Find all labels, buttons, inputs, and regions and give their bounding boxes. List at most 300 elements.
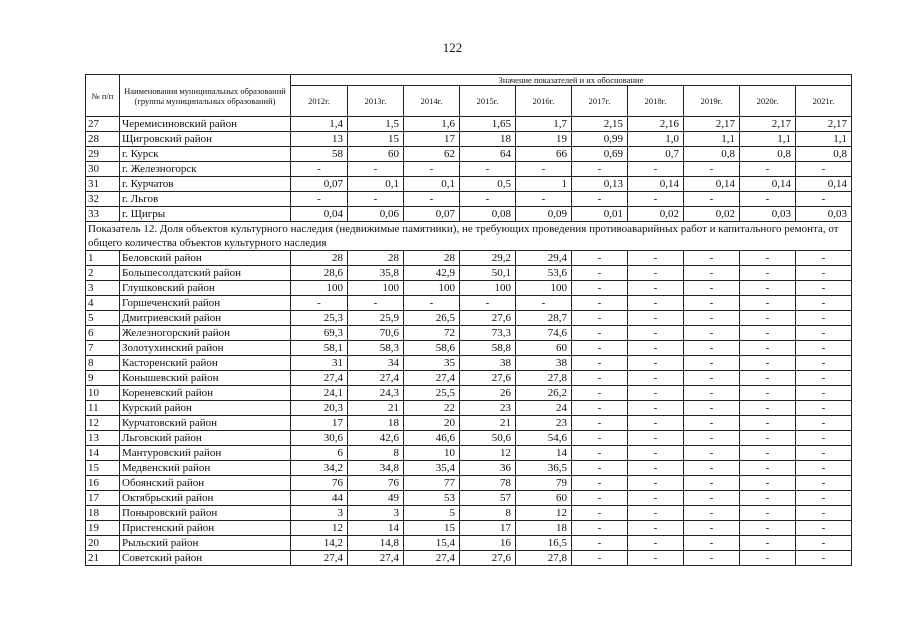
value-cell: 49 <box>348 491 404 506</box>
value-cell: - <box>796 341 852 356</box>
value-cell: 74,6 <box>516 326 572 341</box>
value-cell: 1,65 <box>460 117 516 132</box>
value-cell: 14 <box>516 446 572 461</box>
row-name: Льговский район <box>120 431 291 446</box>
row-name: Горшеченский район <box>120 296 291 311</box>
value-cell: - <box>572 401 628 416</box>
value-cell: 58,1 <box>291 341 348 356</box>
value-cell: - <box>572 281 628 296</box>
value-cell: 5 <box>404 506 460 521</box>
value-cell: - <box>684 506 740 521</box>
value-cell: 34,8 <box>348 461 404 476</box>
value-cell: - <box>796 326 852 341</box>
table-row <box>86 401 852 416</box>
value-cell: - <box>628 536 684 551</box>
value-cell: - <box>348 296 404 311</box>
value-cell: 1,4 <box>291 117 348 132</box>
table-row <box>86 177 852 192</box>
value-cell: 62 <box>404 147 460 162</box>
value-cell: 1 <box>516 177 572 192</box>
value-cell: 0,03 <box>796 207 852 222</box>
row-number: 3 <box>86 281 120 296</box>
value-cell: - <box>628 371 684 386</box>
value-cell: 0,99 <box>572 132 628 147</box>
table-row <box>86 416 852 431</box>
value-cell: 27,4 <box>291 551 348 566</box>
value-cell: - <box>684 341 740 356</box>
value-cell: - <box>460 162 516 177</box>
value-cell: - <box>740 416 796 431</box>
value-cell: - <box>740 311 796 326</box>
value-cell: 27,6 <box>460 371 516 386</box>
row-number: 5 <box>86 311 120 326</box>
value-cell: - <box>740 506 796 521</box>
value-cell: - <box>740 461 796 476</box>
table-body <box>86 117 852 566</box>
table-row <box>86 117 852 132</box>
value-cell: 2,17 <box>740 117 796 132</box>
table-row <box>86 251 852 266</box>
value-cell: - <box>740 536 796 551</box>
table-row <box>86 491 852 506</box>
value-cell: - <box>684 446 740 461</box>
value-cell: - <box>572 251 628 266</box>
header-year: 2012г. <box>291 86 348 117</box>
value-cell: 53,6 <box>516 266 572 281</box>
value-cell: - <box>796 476 852 491</box>
value-cell: - <box>572 416 628 431</box>
value-cell: - <box>740 401 796 416</box>
value-cell: - <box>348 192 404 207</box>
row-name: Медвенский район <box>120 461 291 476</box>
value-cell: - <box>740 371 796 386</box>
value-cell: - <box>628 281 684 296</box>
value-cell: - <box>796 551 852 566</box>
value-cell: - <box>740 326 796 341</box>
row-number: 10 <box>86 386 120 401</box>
row-number: 21 <box>86 551 120 566</box>
value-cell: - <box>796 162 852 177</box>
value-cell: - <box>572 311 628 326</box>
row-number: 13 <box>86 431 120 446</box>
value-cell: - <box>796 506 852 521</box>
value-cell: 0,01 <box>572 207 628 222</box>
value-cell: - <box>684 431 740 446</box>
value-cell: - <box>516 162 572 177</box>
value-cell: - <box>572 192 628 207</box>
value-cell: 35,8 <box>348 266 404 281</box>
value-cell: 18 <box>516 521 572 536</box>
row-name: Черемисиновский район <box>120 117 291 132</box>
value-cell: 0,08 <box>460 207 516 222</box>
value-cell: 24,3 <box>348 386 404 401</box>
row-name: Пристенский район <box>120 521 291 536</box>
row-name: г. Льгов <box>120 192 291 207</box>
value-cell: - <box>291 162 348 177</box>
value-cell: - <box>796 521 852 536</box>
row-name: Дмитриевский район <box>120 311 291 326</box>
row-name: г. Курск <box>120 147 291 162</box>
row-name: Советский район <box>120 551 291 566</box>
value-cell: 0,8 <box>684 147 740 162</box>
value-cell: - <box>684 536 740 551</box>
row-number: 9 <box>86 371 120 386</box>
value-cell: 0,06 <box>348 207 404 222</box>
row-number: 28 <box>86 132 120 147</box>
row-name: Касторенский район <box>120 356 291 371</box>
row-name: Поныровский район <box>120 506 291 521</box>
value-cell: 0,7 <box>628 147 684 162</box>
value-cell: - <box>628 416 684 431</box>
row-number: 1 <box>86 251 120 266</box>
value-cell: 15 <box>404 521 460 536</box>
value-cell: - <box>796 311 852 326</box>
value-cell: 38 <box>516 356 572 371</box>
value-cell: - <box>460 192 516 207</box>
value-cell: - <box>740 251 796 266</box>
value-cell: - <box>740 341 796 356</box>
value-cell: 36 <box>460 461 516 476</box>
value-cell: 66 <box>516 147 572 162</box>
value-cell: - <box>572 162 628 177</box>
row-number: 30 <box>86 162 120 177</box>
header-year: 2020г. <box>740 86 796 117</box>
row-number: 19 <box>86 521 120 536</box>
value-cell: - <box>404 162 460 177</box>
value-cell: - <box>572 296 628 311</box>
value-cell: - <box>796 416 852 431</box>
value-cell: - <box>628 521 684 536</box>
value-cell: 24 <box>516 401 572 416</box>
value-cell: 1,1 <box>740 132 796 147</box>
row-name: Кореневский район <box>120 386 291 401</box>
header-year: 2016г. <box>516 86 572 117</box>
value-cell: 27,6 <box>460 551 516 566</box>
value-cell: 23 <box>516 416 572 431</box>
table-row <box>86 536 852 551</box>
value-cell: - <box>628 401 684 416</box>
value-cell: 19 <box>516 132 572 147</box>
value-cell: 100 <box>291 281 348 296</box>
value-cell: 29,2 <box>460 251 516 266</box>
value-cell: 21 <box>348 401 404 416</box>
value-cell: 8 <box>460 506 516 521</box>
value-cell: 8 <box>348 446 404 461</box>
value-cell: - <box>740 446 796 461</box>
value-cell: - <box>796 356 852 371</box>
value-cell: 73,3 <box>460 326 516 341</box>
value-cell: 14 <box>348 521 404 536</box>
value-cell: 30,6 <box>291 431 348 446</box>
value-cell: - <box>684 371 740 386</box>
value-cell: - <box>460 296 516 311</box>
value-cell: - <box>404 192 460 207</box>
value-cell: 28,7 <box>516 311 572 326</box>
value-cell: - <box>684 386 740 401</box>
value-cell: - <box>796 536 852 551</box>
value-cell: - <box>572 431 628 446</box>
value-cell: 46,6 <box>404 431 460 446</box>
value-cell: 35,4 <box>404 461 460 476</box>
value-cell: - <box>796 461 852 476</box>
table-row <box>86 296 852 311</box>
value-cell: - <box>572 521 628 536</box>
value-cell: 100 <box>404 281 460 296</box>
value-cell: 20 <box>404 416 460 431</box>
value-cell: 12 <box>291 521 348 536</box>
value-cell: 72 <box>404 326 460 341</box>
row-name: Железногорский район <box>120 326 291 341</box>
header-year: 2015г. <box>460 86 516 117</box>
value-cell: 64 <box>460 147 516 162</box>
value-cell: 15 <box>348 132 404 147</box>
value-cell: - <box>628 476 684 491</box>
value-cell: - <box>628 461 684 476</box>
value-cell: 18 <box>348 416 404 431</box>
value-cell: - <box>628 386 684 401</box>
value-cell: 16,5 <box>516 536 572 551</box>
table-row <box>86 446 852 461</box>
table-row <box>86 281 852 296</box>
value-cell: - <box>628 506 684 521</box>
value-cell: - <box>628 296 684 311</box>
value-cell: 28 <box>291 251 348 266</box>
value-cell: 18 <box>460 132 516 147</box>
table-row <box>86 386 852 401</box>
value-cell: 27,8 <box>516 551 572 566</box>
value-cell: 0,14 <box>684 177 740 192</box>
row-name: Курчатовский район <box>120 416 291 431</box>
row-number: 31 <box>86 177 120 192</box>
value-cell: - <box>628 551 684 566</box>
value-cell: 76 <box>348 476 404 491</box>
value-cell: 27,8 <box>516 371 572 386</box>
table-row <box>86 326 852 341</box>
value-cell: - <box>796 266 852 281</box>
value-cell: 13 <box>291 132 348 147</box>
header-num: № п/п <box>86 75 120 117</box>
header-year: 2019г. <box>684 86 740 117</box>
value-cell: - <box>628 326 684 341</box>
table-row <box>86 521 852 536</box>
table-row <box>86 506 852 521</box>
value-cell: - <box>740 431 796 446</box>
table-header <box>86 75 852 117</box>
value-cell: 2,15 <box>572 117 628 132</box>
value-cell: 0,1 <box>404 177 460 192</box>
value-cell: - <box>516 296 572 311</box>
value-cell: - <box>684 192 740 207</box>
value-cell: 10 <box>404 446 460 461</box>
value-cell: 29,4 <box>516 251 572 266</box>
value-cell: 17 <box>291 416 348 431</box>
value-cell: - <box>740 296 796 311</box>
value-cell: 0,14 <box>740 177 796 192</box>
value-cell: - <box>628 356 684 371</box>
row-number: 33 <box>86 207 120 222</box>
table-row <box>86 132 852 147</box>
value-cell: - <box>291 296 348 311</box>
value-cell: - <box>740 281 796 296</box>
value-cell: 15,4 <box>404 536 460 551</box>
header-year: 2018г. <box>628 86 684 117</box>
value-cell: - <box>572 386 628 401</box>
value-cell: - <box>628 341 684 356</box>
value-cell: - <box>628 446 684 461</box>
value-cell: 50,6 <box>460 431 516 446</box>
row-number: 12 <box>86 416 120 431</box>
row-name: г. Курчатов <box>120 177 291 192</box>
value-cell: - <box>684 416 740 431</box>
row-number: 14 <box>86 446 120 461</box>
row-name: Щигровский район <box>120 132 291 147</box>
value-cell: 1,6 <box>404 117 460 132</box>
value-cell: - <box>348 162 404 177</box>
value-cell: - <box>796 371 852 386</box>
value-cell: 27,4 <box>291 371 348 386</box>
table-row <box>86 476 852 491</box>
value-cell: 0,07 <box>291 177 348 192</box>
value-cell: 58,8 <box>460 341 516 356</box>
value-cell: - <box>572 446 628 461</box>
row-name: Большесолдатский район <box>120 266 291 281</box>
row-number: 8 <box>86 356 120 371</box>
value-cell: - <box>684 491 740 506</box>
value-cell: - <box>572 491 628 506</box>
value-cell: - <box>740 386 796 401</box>
value-cell: - <box>684 476 740 491</box>
value-cell: - <box>572 476 628 491</box>
value-cell: - <box>684 266 740 281</box>
value-cell: - <box>572 356 628 371</box>
value-cell: - <box>684 311 740 326</box>
row-number: 2 <box>86 266 120 281</box>
value-cell: 0,5 <box>460 177 516 192</box>
value-cell: 0,09 <box>516 207 572 222</box>
value-cell: - <box>684 162 740 177</box>
value-cell: 2,17 <box>796 117 852 132</box>
value-cell: 27,4 <box>404 371 460 386</box>
value-cell: 20,3 <box>291 401 348 416</box>
value-cell: - <box>684 326 740 341</box>
row-name: Рыльский район <box>120 536 291 551</box>
value-cell: 36,5 <box>516 461 572 476</box>
value-cell: - <box>684 461 740 476</box>
header-year: 2013г. <box>348 86 404 117</box>
row-number: 16 <box>86 476 120 491</box>
value-cell: 0,1 <box>348 177 404 192</box>
value-cell: - <box>628 431 684 446</box>
value-cell: - <box>796 281 852 296</box>
value-cell: 34 <box>348 356 404 371</box>
value-cell: - <box>740 192 796 207</box>
value-cell: - <box>740 476 796 491</box>
value-cell: 70,6 <box>348 326 404 341</box>
row-number: 7 <box>86 341 120 356</box>
table-row <box>86 207 852 222</box>
value-cell: 50,1 <box>460 266 516 281</box>
value-cell: - <box>796 446 852 461</box>
row-number: 20 <box>86 536 120 551</box>
table-row <box>86 371 852 386</box>
value-cell: 27,4 <box>348 551 404 566</box>
value-cell: 0,02 <box>628 207 684 222</box>
header-year: 2017г. <box>572 86 628 117</box>
value-cell: 0,07 <box>404 207 460 222</box>
table-row <box>86 356 852 371</box>
value-cell: 60 <box>516 491 572 506</box>
value-cell: 14,8 <box>348 536 404 551</box>
value-cell: 23 <box>460 401 516 416</box>
indicator-table <box>85 74 852 566</box>
table-row <box>86 311 852 326</box>
value-cell: 26 <box>460 386 516 401</box>
value-cell: 77 <box>404 476 460 491</box>
value-cell: 17 <box>404 132 460 147</box>
value-cell: 1,0 <box>628 132 684 147</box>
value-cell: 0,02 <box>684 207 740 222</box>
value-cell: 60 <box>348 147 404 162</box>
value-cell: 1,1 <box>796 132 852 147</box>
value-cell: - <box>740 521 796 536</box>
header-year: 2014г. <box>404 86 460 117</box>
value-cell: - <box>628 491 684 506</box>
value-cell: - <box>291 192 348 207</box>
value-cell: - <box>572 536 628 551</box>
row-number: 17 <box>86 491 120 506</box>
header-year: 2021г. <box>796 86 852 117</box>
row-number: 4 <box>86 296 120 311</box>
value-cell: - <box>572 326 628 341</box>
value-cell: 0,14 <box>796 177 852 192</box>
value-cell: - <box>572 506 628 521</box>
value-cell: - <box>684 521 740 536</box>
value-cell: 25,9 <box>348 311 404 326</box>
row-number: 29 <box>86 147 120 162</box>
value-cell: 0,13 <box>572 177 628 192</box>
value-cell: - <box>628 251 684 266</box>
row-name: Обоянский район <box>120 476 291 491</box>
value-cell: 44 <box>291 491 348 506</box>
row-number: 11 <box>86 401 120 416</box>
section-title: Показатель 12. Доля объектов культурного наследия (недвижимые памятники), не требующих проведения противоаварийных работ и капитального ремонта, от общего количества объектов культурного наследия <box>86 222 852 251</box>
value-cell: 1,1 <box>684 132 740 147</box>
value-cell: - <box>404 296 460 311</box>
value-cell: 69,3 <box>291 326 348 341</box>
value-cell: 2,16 <box>628 117 684 132</box>
row-number: 32 <box>86 192 120 207</box>
value-cell: 100 <box>348 281 404 296</box>
value-cell: 100 <box>516 281 572 296</box>
value-cell: - <box>684 281 740 296</box>
value-cell: - <box>628 266 684 281</box>
value-cell: 12 <box>460 446 516 461</box>
value-cell: - <box>740 162 796 177</box>
value-cell: 0,8 <box>796 147 852 162</box>
value-cell: 3 <box>291 506 348 521</box>
value-cell: 58,6 <box>404 341 460 356</box>
row-name: Октябрьский район <box>120 491 291 506</box>
value-cell: 60 <box>516 341 572 356</box>
table-row <box>86 461 852 476</box>
value-cell: 28,6 <box>291 266 348 281</box>
row-name: Золотухинский район <box>120 341 291 356</box>
section-row <box>86 222 852 251</box>
header-name: Наименования муниципальных образований (группы муниципальных образований) <box>120 75 291 117</box>
value-cell: - <box>796 386 852 401</box>
value-cell: 100 <box>460 281 516 296</box>
value-cell: - <box>628 311 684 326</box>
